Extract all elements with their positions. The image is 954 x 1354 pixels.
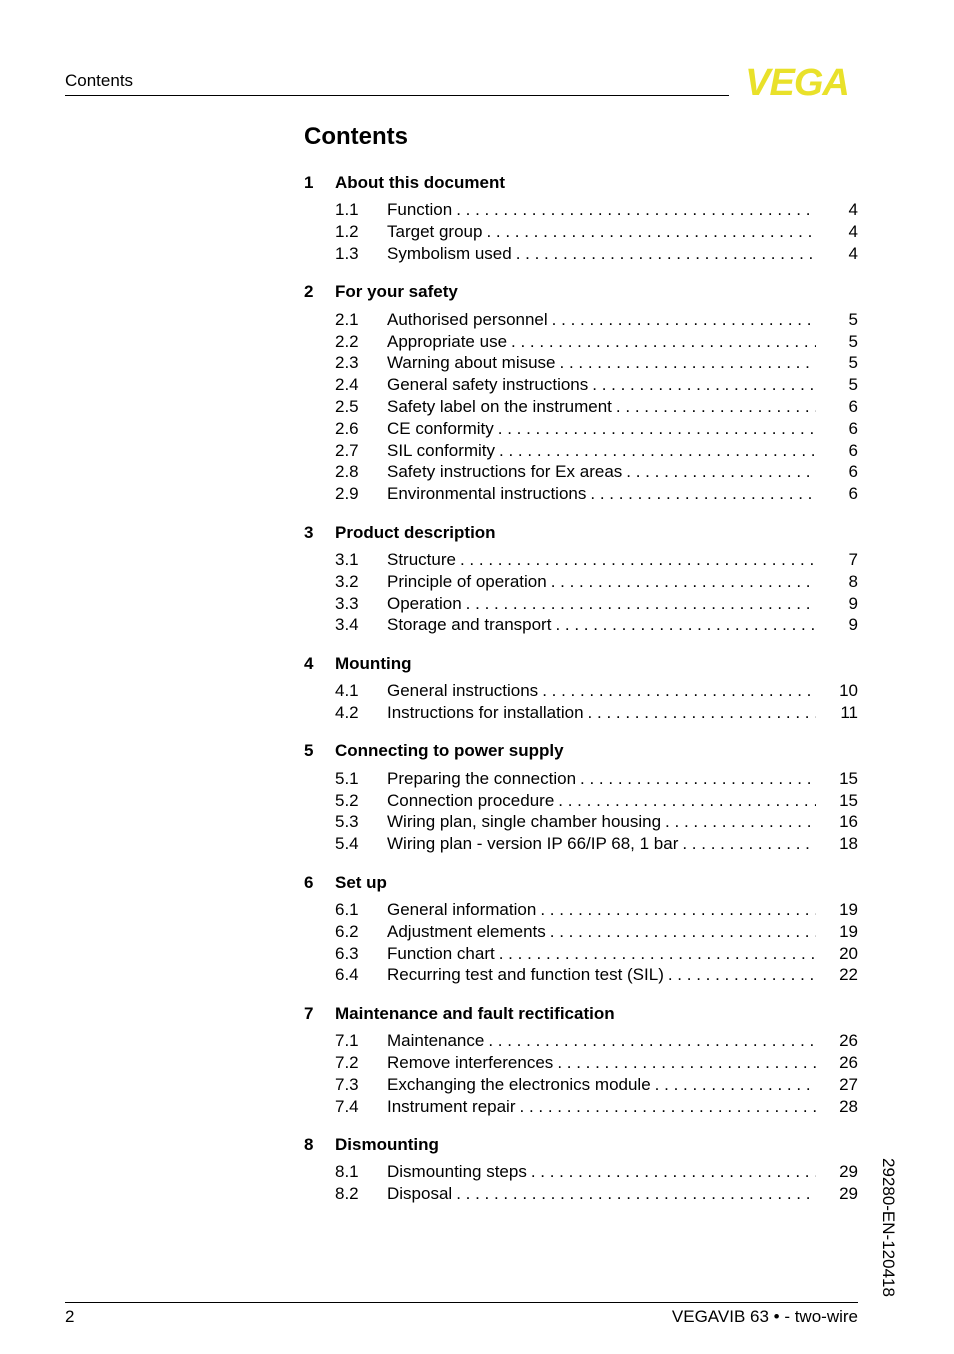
toc-chapter <box>304 651 858 724</box>
entry-number: 2.9 <box>335 484 359 504</box>
entry-page-number: 15 <box>839 790 858 810</box>
toc-entry[interactable] <box>304 833 858 855</box>
entry-title: Function chart <box>387 943 495 963</box>
chapter-title: Dismounting <box>335 1134 439 1154</box>
document-code: 29280-EN-120418 <box>879 1158 898 1297</box>
dot-leader <box>520 1096 817 1117</box>
toc-entry[interactable] <box>304 1161 858 1183</box>
chapter-title: Mounting <box>335 653 412 673</box>
entry-title: General safety instructions <box>387 375 589 395</box>
toc-entry[interactable] <box>304 592 858 614</box>
toc-chapter <box>304 1132 858 1205</box>
dot-leader <box>542 680 816 701</box>
dot-leader <box>498 418 816 439</box>
toc-entry[interactable] <box>304 1052 858 1074</box>
entry-page-number: 5 <box>848 353 858 373</box>
entry-title: Adjustment elements <box>387 921 546 941</box>
toc-entry[interactable] <box>304 396 858 418</box>
entry-page-number: 5 <box>848 331 858 351</box>
entry-number: 4.1 <box>335 681 359 701</box>
toc-chapter <box>304 170 858 264</box>
dot-leader <box>516 243 816 264</box>
entry-title: General instructions <box>387 681 539 701</box>
entry-title: SIL conformity <box>387 440 496 460</box>
header-rule <box>65 95 729 96</box>
entry-title: Maintenance <box>387 1031 485 1051</box>
entry-number: 2.8 <box>335 462 359 482</box>
toc-entry[interactable] <box>304 1030 858 1052</box>
entry-title: Remove interferences <box>387 1052 554 1072</box>
entry-page-number: 19 <box>839 921 858 941</box>
toc-entry[interactable] <box>304 374 858 396</box>
entry-title: Instrument repair <box>387 1096 516 1116</box>
entry-title: Instructions for installation <box>387 702 584 722</box>
chapter-number: 4 <box>304 653 314 673</box>
chapter-title: Set up <box>335 872 387 892</box>
entry-number: 8.1 <box>335 1162 359 1182</box>
dot-leader <box>560 352 816 373</box>
entry-title: Structure <box>387 549 456 569</box>
toc-chapter-heading[interactable] <box>304 520 858 546</box>
entry-number: 4.2 <box>335 702 359 722</box>
running-header: Contents <box>65 71 134 90</box>
entry-title: Operation <box>387 593 462 613</box>
toc-entry[interactable] <box>304 221 858 243</box>
entry-page-number: 27 <box>839 1074 858 1094</box>
entry-page-number: 6 <box>848 440 858 460</box>
entry-number: 6.1 <box>335 899 359 919</box>
toc-entry[interactable] <box>304 702 858 724</box>
footer-rule <box>65 1302 858 1303</box>
dot-leader <box>456 199 816 220</box>
entry-title: Symbolism used <box>387 243 512 263</box>
entry-page-number: 6 <box>848 396 858 416</box>
entry-title: Wiring plan, single chamber housing <box>387 812 662 832</box>
entry-title: Storage and transport <box>387 615 552 635</box>
entry-page-number: 6 <box>848 462 858 482</box>
toc-chapter-heading[interactable] <box>304 170 858 196</box>
entry-number: 3.3 <box>335 593 359 613</box>
dot-leader <box>486 221 816 242</box>
vega-logo <box>735 62 859 102</box>
toc-entry[interactable] <box>304 352 858 374</box>
dot-leader <box>555 614 816 635</box>
dot-leader <box>466 593 816 614</box>
entry-title: Safety label on the instrument <box>387 396 612 416</box>
toc-entry[interactable] <box>304 680 858 702</box>
dot-leader <box>626 461 816 482</box>
entry-number: 5.4 <box>335 834 359 854</box>
entry-page-number: 26 <box>839 1031 858 1051</box>
entry-title: Function <box>387 200 453 220</box>
toc-entry[interactable] <box>304 308 858 330</box>
toc-entry[interactable] <box>304 417 858 439</box>
logo-lettering: VEGA <box>745 62 849 102</box>
dot-leader <box>531 1161 816 1182</box>
entry-page-number: 26 <box>839 1052 858 1072</box>
toc-entry[interactable] <box>304 330 858 352</box>
chapter-number: 7 <box>304 1003 314 1023</box>
toc-entry[interactable] <box>304 614 858 636</box>
entry-title: Warning about misuse <box>387 353 556 373</box>
entry-page-number: 16 <box>839 812 858 832</box>
entry-number: 2.6 <box>335 418 359 438</box>
entry-page-number: 8 <box>848 571 858 591</box>
entry-number: 3.2 <box>335 571 359 591</box>
entry-title: Environmental instructions <box>387 484 587 504</box>
toc-entry[interactable] <box>304 811 858 833</box>
table-of-contents <box>304 170 858 1220</box>
entry-page-number: 7 <box>848 549 858 569</box>
entry-number: 5.1 <box>335 768 359 788</box>
entry-page-number: 9 <box>848 615 858 635</box>
chapter-number: 5 <box>304 741 314 761</box>
entry-page-number: 15 <box>839 768 858 788</box>
entry-number: 7.2 <box>335 1052 359 1072</box>
entry-page-number: 19 <box>839 899 858 919</box>
entry-number: 1.3 <box>335 243 359 263</box>
entry-number: 2.3 <box>335 353 359 373</box>
entry-number: 6.4 <box>335 965 359 985</box>
chapter-title: Product description <box>335 522 496 542</box>
entry-page-number: 20 <box>839 943 858 963</box>
toc-chapter-heading[interactable] <box>304 870 858 896</box>
dot-leader <box>682 833 816 854</box>
chapter-title: Maintenance and fault rectification <box>335 1003 615 1023</box>
entry-number: 2.2 <box>335 331 359 351</box>
toc-entry[interactable] <box>304 1073 858 1095</box>
toc-chapter-heading[interactable] <box>304 738 858 764</box>
toc-chapter <box>304 279 858 504</box>
chapter-number: 1 <box>304 173 314 192</box>
entry-number: 3.4 <box>335 615 359 635</box>
dot-leader <box>616 396 816 417</box>
dot-leader <box>665 811 816 832</box>
entry-number: 8.2 <box>335 1184 359 1204</box>
footer-page-number: 2 <box>65 1307 75 1326</box>
entry-page-number: 6 <box>848 418 858 438</box>
entry-number: 5.3 <box>335 812 359 832</box>
dot-leader <box>499 440 816 461</box>
entry-title: Target group <box>387 222 483 242</box>
entry-page-number: 5 <box>848 375 858 395</box>
chapter-number: 6 <box>304 872 314 892</box>
entry-page-number: 18 <box>839 834 858 854</box>
chapter-number: 8 <box>304 1134 314 1154</box>
entry-number: 6.3 <box>335 943 359 963</box>
dot-leader <box>551 571 816 592</box>
toc-chapter-heading[interactable] <box>304 1001 858 1027</box>
entry-title: Connection procedure <box>387 790 555 810</box>
chapter-number: 2 <box>304 282 314 302</box>
toc-entry[interactable] <box>304 199 858 221</box>
entry-title: Preparing the connection <box>387 768 577 788</box>
toc-entry[interactable] <box>304 549 858 571</box>
entry-number: 1.2 <box>335 222 359 242</box>
toc-chapter <box>304 1001 858 1117</box>
entry-number: 3.1 <box>335 549 359 569</box>
entry-page-number: 22 <box>839 965 858 985</box>
entry-title: Safety instructions for Ex areas <box>387 462 623 482</box>
toc-chapter <box>304 870 858 986</box>
dot-leader <box>580 768 816 789</box>
entry-number: 5.2 <box>335 790 359 810</box>
dot-leader <box>499 943 816 964</box>
entry-title: CE conformity <box>387 418 494 438</box>
dot-leader <box>668 964 816 985</box>
toc-entry[interactable] <box>304 899 858 921</box>
entry-page-number: 4 <box>848 200 858 220</box>
dot-leader <box>460 549 816 570</box>
entry-title: Authorised personnel <box>387 309 548 329</box>
entry-page-number: 9 <box>848 593 858 613</box>
dot-leader <box>456 1183 816 1204</box>
entry-page-number: 5 <box>848 309 858 329</box>
entry-number: 2.4 <box>335 375 359 395</box>
toc-entry[interactable] <box>304 1183 858 1205</box>
chapter-title: About this document <box>335 173 505 192</box>
entry-number: 7.1 <box>335 1031 359 1051</box>
toc-entry[interactable] <box>304 964 858 986</box>
dot-leader <box>540 899 816 920</box>
dot-leader <box>588 702 816 723</box>
entry-page-number: 28 <box>839 1096 858 1116</box>
footer-product-name: VEGAVIB 63 • - two-wire <box>671 1307 858 1326</box>
entry-page-number: 11 <box>840 702 858 722</box>
entry-title: Principle of operation <box>387 571 547 591</box>
toc-entry[interactable] <box>304 461 858 483</box>
entry-number: 1.1 <box>335 200 359 220</box>
entry-number: 2.7 <box>335 440 359 460</box>
entry-page-number: 6 <box>848 484 858 504</box>
toc-chapter-heading[interactable] <box>304 651 858 677</box>
entry-number: 7.4 <box>335 1096 359 1116</box>
entry-title: Disposal <box>387 1184 453 1204</box>
toc-chapter-heading[interactable] <box>304 279 858 305</box>
entry-title: Dismounting steps <box>387 1162 527 1182</box>
toc-entry[interactable] <box>304 439 858 461</box>
dot-leader <box>488 1030 816 1051</box>
chapter-title: Connecting to power supply <box>335 741 564 761</box>
entry-title: Recurring test and function test (SIL) <box>387 965 664 985</box>
toc-entry[interactable] <box>304 1095 858 1117</box>
dot-leader <box>550 921 816 942</box>
dot-leader <box>592 374 816 395</box>
toc-chapter <box>304 520 858 636</box>
entry-page-number: 29 <box>839 1162 858 1182</box>
toc-chapter <box>304 738 858 854</box>
dot-leader <box>655 1074 816 1095</box>
toc-entry[interactable] <box>304 767 858 789</box>
chapter-title: For your safety <box>335 282 458 302</box>
toc-entry[interactable] <box>304 483 858 505</box>
dot-leader <box>557 1052 816 1073</box>
dot-leader <box>590 483 816 504</box>
entry-title: General information <box>387 899 537 919</box>
entry-page-number: 4 <box>848 243 858 263</box>
entry-page-number: 10 <box>839 681 858 701</box>
entry-number: 7.3 <box>335 1074 359 1094</box>
entry-page-number: 29 <box>839 1184 858 1204</box>
toc-entry[interactable] <box>304 570 858 592</box>
entry-title: Wiring plan - version IP 66/IP 68, 1 bar <box>387 834 679 854</box>
entry-title: Appropriate use <box>387 331 508 351</box>
entry-number: 2.5 <box>335 396 359 416</box>
toc-entry[interactable] <box>304 920 858 942</box>
toc-entry[interactable] <box>304 789 858 811</box>
entry-number: 2.1 <box>335 309 359 329</box>
dot-leader <box>558 790 816 811</box>
dot-leader <box>552 309 816 330</box>
entry-number: 6.2 <box>335 921 359 941</box>
dot-leader <box>511 331 816 352</box>
page-title: Contents <box>304 123 408 150</box>
toc-chapter-heading[interactable] <box>304 1132 858 1158</box>
toc-entry[interactable] <box>304 243 858 265</box>
entry-title: Exchanging the electronics module <box>387 1074 651 1094</box>
toc-entry[interactable] <box>304 942 858 964</box>
entry-page-number: 4 <box>848 222 858 242</box>
chapter-number: 3 <box>304 522 314 542</box>
